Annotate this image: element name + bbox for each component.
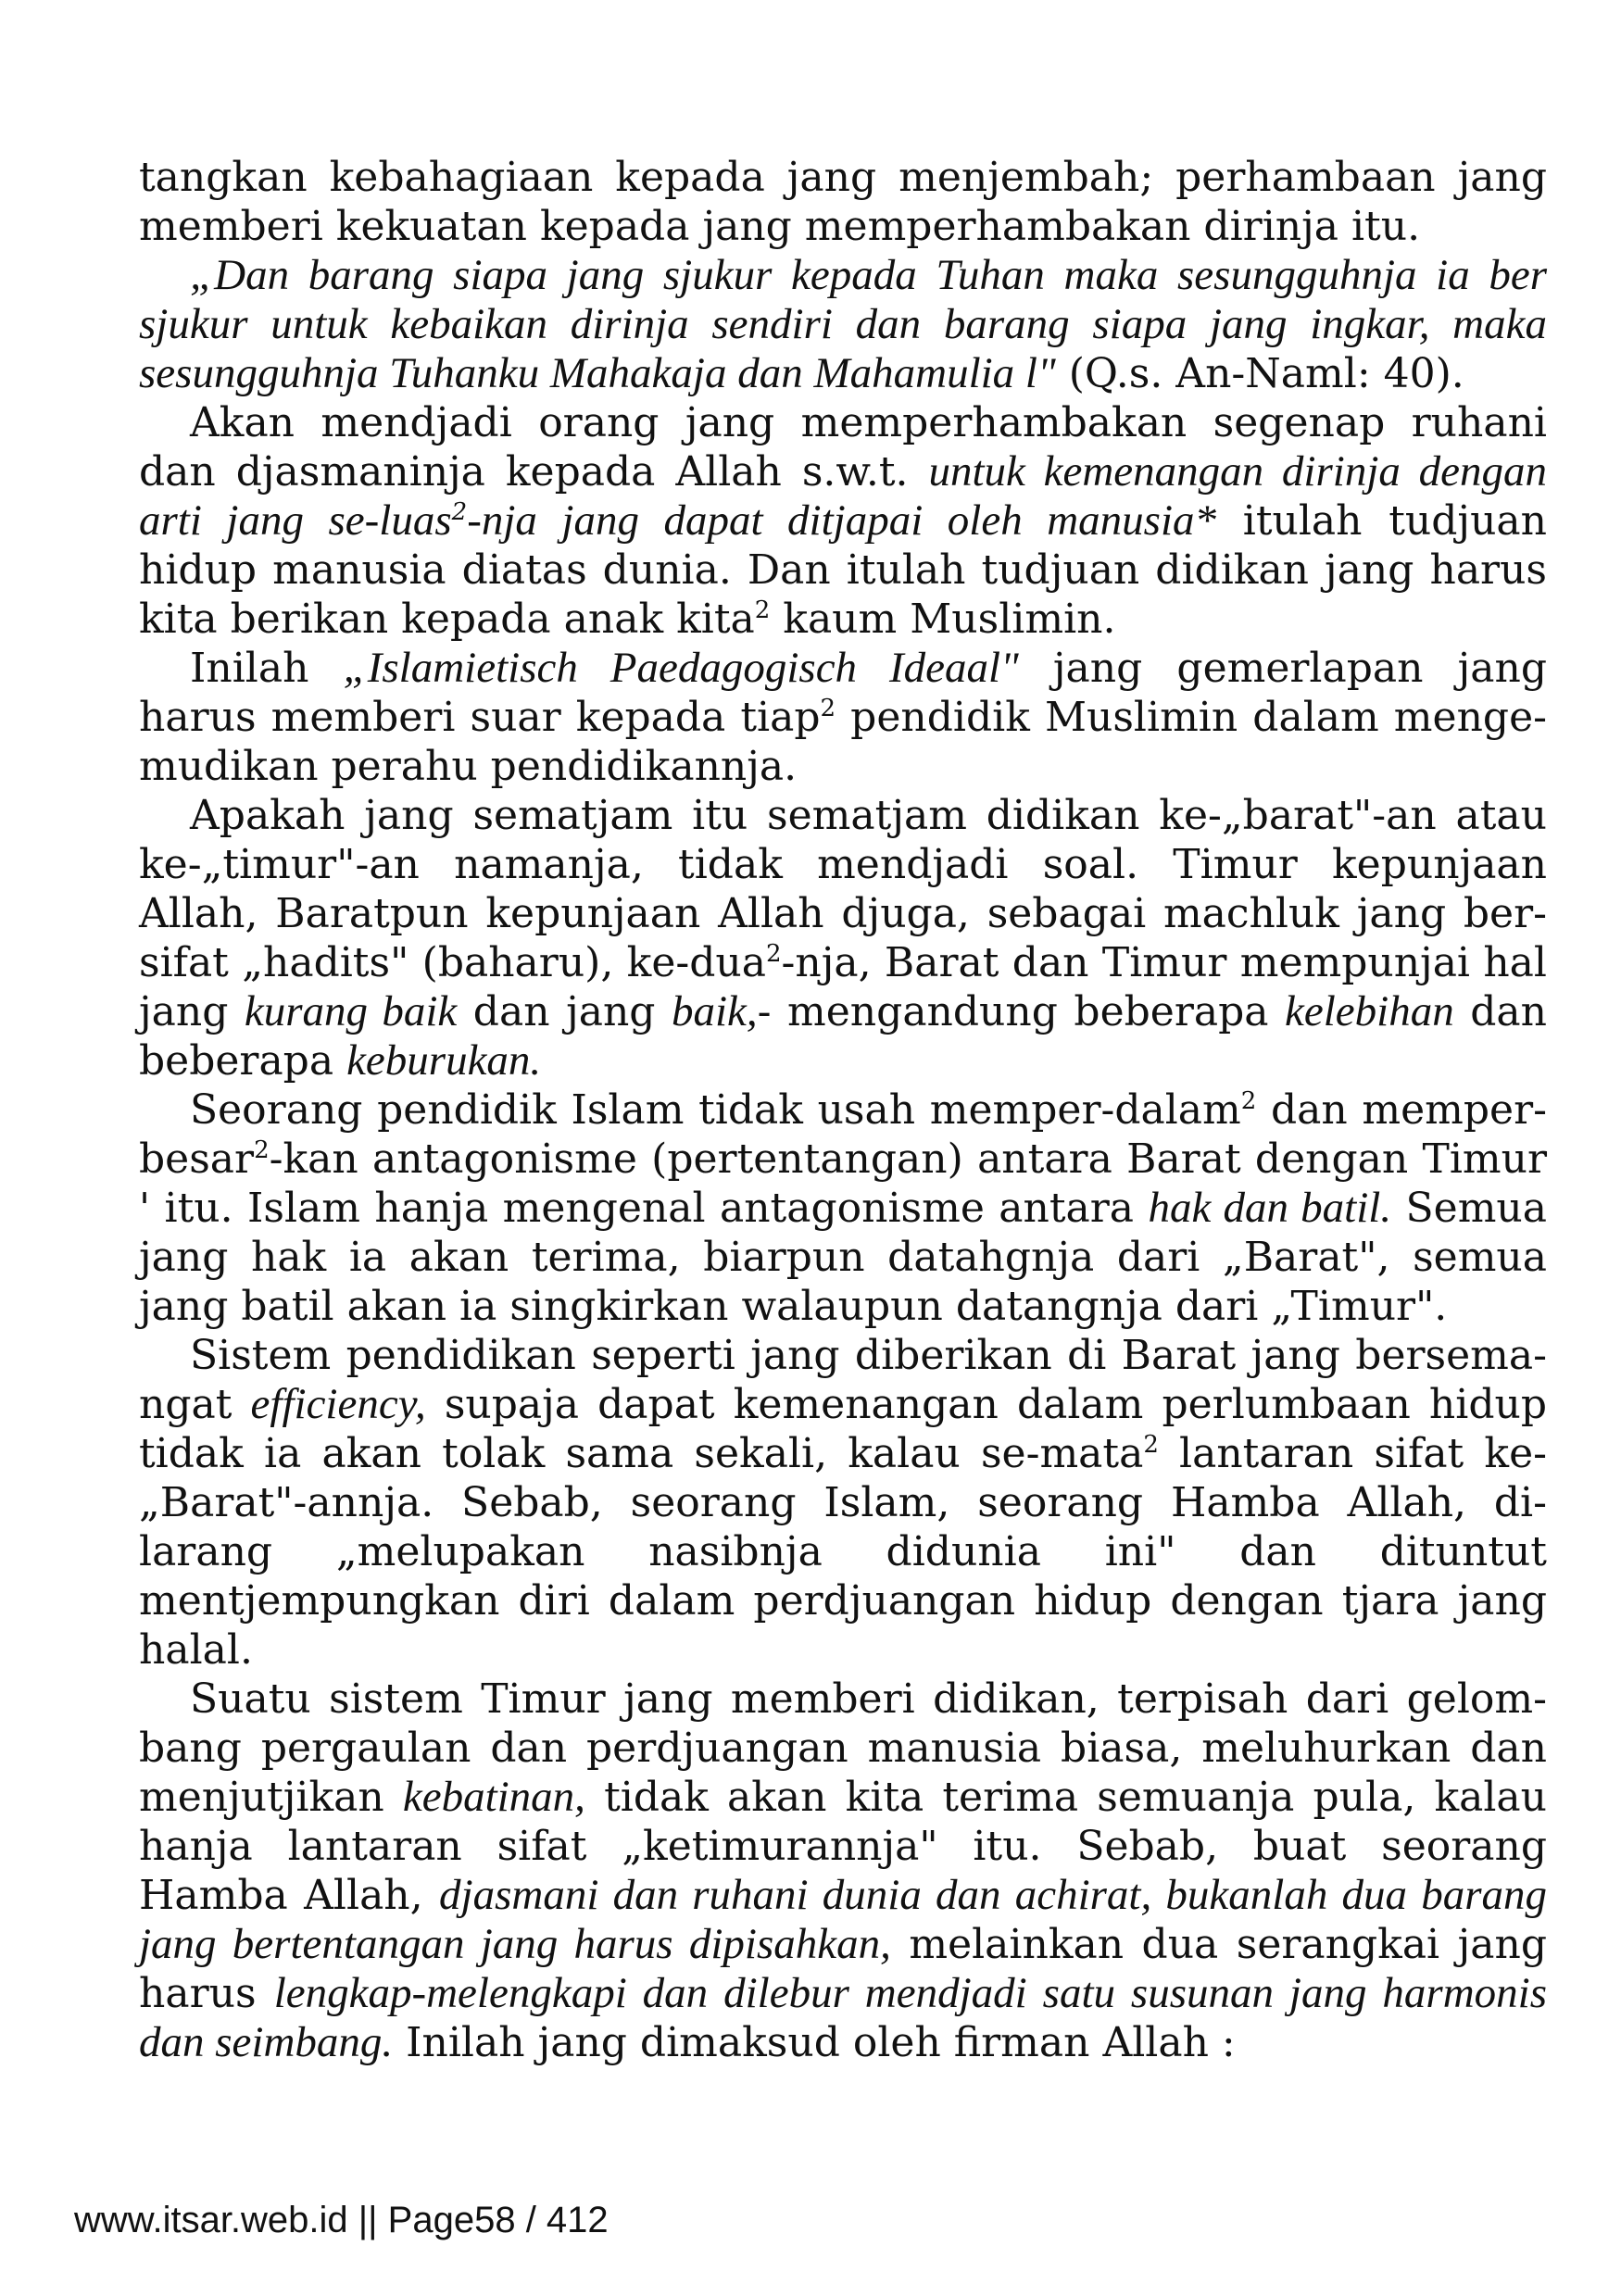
superscript-marker: 2	[765, 940, 782, 968]
paragraph	[139, 1085, 1547, 1331]
paragraph	[139, 251, 1547, 398]
text-run: Sistem pendidikan seperti jang diberikan di Barat jang bersemangat	[139, 1332, 1547, 1428]
superscript-marker: 2	[451, 498, 468, 526]
superscript-marker: 2	[1143, 1431, 1159, 1459]
italic-text: „Islamietisch Paedagogisch Ideaal"	[343, 644, 1019, 692]
italic-text: kurang baik	[244, 987, 458, 1035]
text-run: dan jang	[457, 988, 672, 1035]
italic-text: untuk kemenangan dirinja dengan arti jang se-luas	[139, 447, 1547, 545]
italic-text: baik,	[671, 987, 758, 1035]
text-run: Apakah jang sematjam itu sematjam didikan ke-„barat"-an atau ke-„timur"-an namanja, tidak mendjadi soal. Timur kepunjaan Allah, Baratpun kepunjaan Allah djuga, sebagai machluk jang bersifat „hadits" (baharu), ke-dua	[139, 792, 1547, 986]
text-run: Akan mendjadi orang jang memperhambakan segenap ruhani dan djasmaninja kepada Allah s.w.t.	[139, 399, 1547, 496]
text-run: jang gemerlapan jang harus memberi suar kepada tiap	[139, 645, 1547, 741]
text-run: Semua jang hak ia akan terima, biarpun datahgnja dari „Barat", semua jang batil akan ia singkirkan walaupun datangnja dari „Timur".	[139, 1185, 1547, 1330]
text-run: pendidik Muslimin dalam mengemudikan perahu pendidikannja.	[139, 694, 1547, 790]
text-run: kaum Muslimin.	[770, 596, 1116, 643]
italic-text: -nja jang dapat ditjapai oleh manusia*	[467, 496, 1217, 545]
text-run: -nja, Barat dan Timur mempunjai hal jang	[139, 939, 1547, 1035]
page-body	[139, 153, 1547, 2067]
italic-text: „Dan barang siapa jang sjukur kepada Tuhan maka sesungguhnja ia ber sjukur untuk kebaikan dirinja sendiri dan barang siapa jang ingkar, maka sesungguhnja Tuhanku Mahakaja dan Mahamulia l"	[139, 251, 1547, 397]
italic-text: kelebihan	[1285, 987, 1454, 1035]
text-run: lantaran sifat ke-„Barat"-annja. Sebab, seorang Islam, seorang Hamba Allah, dilarang „melupakan nasibnja didunia ini" dan dituntut mentjempungkan diri dalam perdjuangan hidup dengan tjara jang halal.	[139, 1430, 1547, 1674]
superscript-marker: 2	[820, 695, 836, 722]
paragraph	[139, 1675, 1547, 2067]
text-run: itulah tudjuan hidup manusia diatas dunia. Dan itulah tudjuan didikan jang harus kita berikan kepada anak kita	[139, 497, 1547, 643]
paragraph	[139, 644, 1547, 791]
italic-text: keburukan.	[346, 1036, 542, 1085]
text-run: tidak akan kita terima semuanja pula, kalau hanja lantaran sifat „ketimurannja" itu. Sebab, buat seorang Hamba Allah,	[139, 1774, 1547, 1919]
italic-text: hak dan batil.	[1148, 1184, 1392, 1232]
superscript-marker: 2	[254, 1136, 270, 1164]
text-run: Seorang pendidik Islam tidak usah memper-dalam	[190, 1086, 1241, 1134]
italic-text: djasmani dan ruhani dunia dan achirat, bukanlah dua barang jang bertentangan jang harus dipisahkan,	[139, 1871, 1547, 1968]
text-run: Suatu sistem Timur jang memberi didikan, terpisah dari gelombang pergaulan dan perdjuangan manusia biasa, meluhurkan dan menjutjikan	[139, 1675, 1547, 1821]
text-run: tangkan kebahagiaan kepada jang menjembah; perhambaan jang memberi kekuatan kepada jang memperhambakan dirinja itu.	[139, 154, 1547, 250]
text-run: melainkan dua serangkai jang harus	[139, 1921, 1547, 2017]
text-run: supaja dapat kemenangan dalam perlumbaan hidup tidak ia akan tolak sama sekali, kalau se-mata	[139, 1381, 1547, 1477]
paragraph	[139, 791, 1547, 1085]
paragraph	[139, 398, 1547, 644]
text-run: dan memperbesar	[139, 1086, 1547, 1183]
superscript-marker: 2	[754, 596, 771, 624]
italic-text: kebatinan,	[402, 1773, 585, 1821]
text-run: -kan antagonisme (pertentangan) antara Barat dengan Timur ' itu. Islam hanja mengenal antagonisme antara	[139, 1135, 1547, 1232]
text-run: - mengandung beberapa	[757, 988, 1286, 1035]
superscript-marker: 2	[1240, 1087, 1257, 1115]
paragraph	[139, 1331, 1547, 1675]
text-run: Inilah jang dimaksud oleh firman Allah :	[393, 2019, 1236, 2066]
italic-text: efficiency,	[250, 1380, 426, 1428]
paragraph	[139, 153, 1547, 251]
text-run: (Q.s. An-Naml: 40).	[1055, 350, 1464, 397]
text-run: Inilah	[190, 645, 344, 692]
page-footer: www.itsar.web.id || Page58 / 412	[74, 2200, 609, 2240]
text-run: dan beberapa	[139, 988, 1547, 1085]
italic-text: lengkap-melengkapi dan dilebur mendjadi satu susunan jang harmonis dan seimbang.	[139, 1969, 1547, 2066]
